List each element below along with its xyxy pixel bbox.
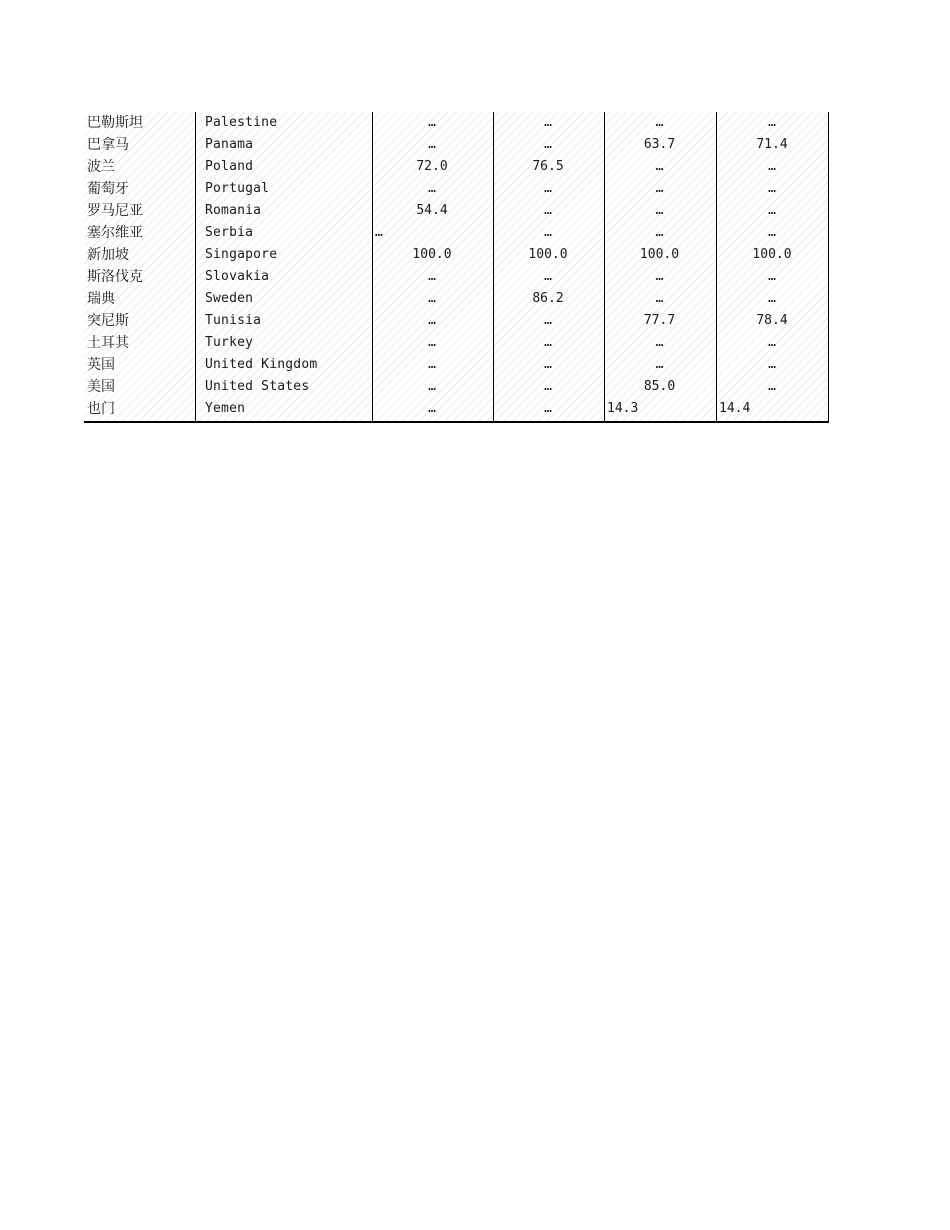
value-cell: …: [544, 401, 552, 416]
value-cell: …: [428, 291, 436, 306]
value-cell: …: [655, 357, 664, 372]
country-name-cn: 巴勒斯坦: [87, 115, 143, 131]
data-table: [84, 112, 829, 423]
value-cell: …: [768, 115, 776, 130]
value-cell: …: [655, 203, 664, 218]
value-cell: …: [428, 137, 436, 152]
value-cell: …: [655, 159, 664, 174]
table-row: [84, 266, 829, 288]
value-cell: …: [428, 401, 436, 416]
country-name-cn: 斯洛伐克: [87, 269, 143, 285]
country-name-en: Poland: [205, 159, 254, 174]
table-row: [84, 178, 829, 200]
value-cell: …: [768, 379, 776, 394]
country-name-en: United Kingdom: [205, 357, 318, 372]
table-row: [84, 222, 829, 244]
table-row: [84, 112, 829, 134]
country-name-en: Yemen: [205, 401, 246, 416]
value-cell: 100.0: [412, 247, 452, 262]
country-name-en: Sweden: [205, 291, 254, 306]
value-cell: …: [768, 335, 776, 350]
country-name-cn: 波兰: [87, 159, 115, 175]
value-cell: …: [768, 181, 776, 196]
value-cell: …: [544, 335, 552, 350]
value-cell: 100.0: [528, 247, 568, 262]
value-cell: …: [655, 335, 664, 350]
value-cell: 85.0: [643, 379, 676, 394]
value-cell: …: [428, 335, 436, 350]
table-row: [84, 134, 829, 156]
value-cell: …: [768, 291, 776, 306]
value-cell: …: [544, 203, 552, 218]
country-name-cn: 葡萄牙: [87, 181, 129, 197]
value-cell: …: [655, 115, 664, 130]
value-cell: 86.2: [532, 291, 564, 306]
country-name-cn: 突尼斯: [87, 313, 129, 329]
country-name-cn: 也门: [87, 401, 115, 417]
value-cell: 100.0: [752, 247, 792, 262]
table-row: [84, 156, 829, 178]
value-cell: …: [544, 313, 552, 328]
table-row: [84, 376, 829, 398]
country-name-en: Singapore: [205, 247, 278, 262]
country-name-cn: 土耳其: [87, 335, 129, 351]
country-name-cn: 瑞典: [87, 291, 115, 307]
table-row: [84, 244, 829, 266]
value-cell: …: [544, 137, 552, 152]
value-cell: …: [655, 181, 664, 196]
value-cell: 71.4: [756, 137, 788, 152]
table-row: [84, 398, 829, 420]
value-cell: …: [428, 379, 436, 394]
country-name-en: Romania: [205, 203, 262, 218]
table-row: [84, 310, 829, 332]
value-cell: 14.3: [607, 401, 639, 416]
value-cell: 63.7: [643, 137, 676, 152]
country-name-en: Tunisia: [205, 313, 262, 328]
value-cell: 54.4: [416, 203, 448, 218]
country-name-en: Portugal: [205, 181, 270, 196]
value-cell: …: [768, 203, 776, 218]
country-name-cn: 巴拿马: [87, 137, 129, 153]
value-cell: …: [544, 181, 552, 196]
value-cell: …: [428, 181, 436, 196]
value-cell: …: [768, 357, 776, 372]
value-cell: …: [428, 357, 436, 372]
country-name-cn: 塞尔维亚: [87, 225, 143, 241]
value-cell: …: [655, 291, 664, 306]
value-cell: …: [655, 269, 664, 284]
country-name-en: United States: [205, 379, 310, 394]
value-cell: 78.4: [756, 313, 788, 328]
value-cell: 72.0: [416, 159, 448, 174]
country-name-en: Turkey: [205, 335, 254, 350]
country-name-cn: 英国: [87, 357, 115, 373]
table-row: [84, 288, 829, 310]
value-cell: 100.0: [639, 247, 680, 262]
country-name-cn: 罗马尼亚: [87, 203, 143, 219]
table-row: [84, 354, 829, 376]
value-cell: 14.4: [719, 401, 751, 416]
value-cell: …: [544, 269, 552, 284]
value-cell: …: [768, 159, 776, 174]
value-cell: …: [428, 269, 436, 284]
value-cell: 76.5: [532, 159, 564, 174]
value-cell: …: [544, 379, 552, 394]
value-cell: …: [768, 225, 776, 240]
country-name-en: Slovakia: [205, 269, 270, 284]
value-cell: …: [544, 115, 552, 130]
value-cell: …: [655, 225, 664, 240]
value-cell: …: [544, 225, 552, 240]
table-row: [84, 332, 829, 354]
value-cell: …: [544, 357, 552, 372]
country-name-en: Palestine: [205, 115, 278, 130]
value-cell: …: [768, 269, 776, 284]
table-row: [84, 200, 829, 222]
country-name-cn: 新加坡: [87, 247, 129, 263]
country-name-en: Serbia: [205, 225, 254, 240]
country-name-cn: 美国: [87, 379, 115, 395]
country-name-en: Panama: [205, 137, 254, 152]
value-cell: …: [375, 225, 383, 240]
value-cell: …: [428, 313, 436, 328]
value-cell: …: [428, 115, 436, 130]
value-cell: 77.7: [643, 313, 676, 328]
